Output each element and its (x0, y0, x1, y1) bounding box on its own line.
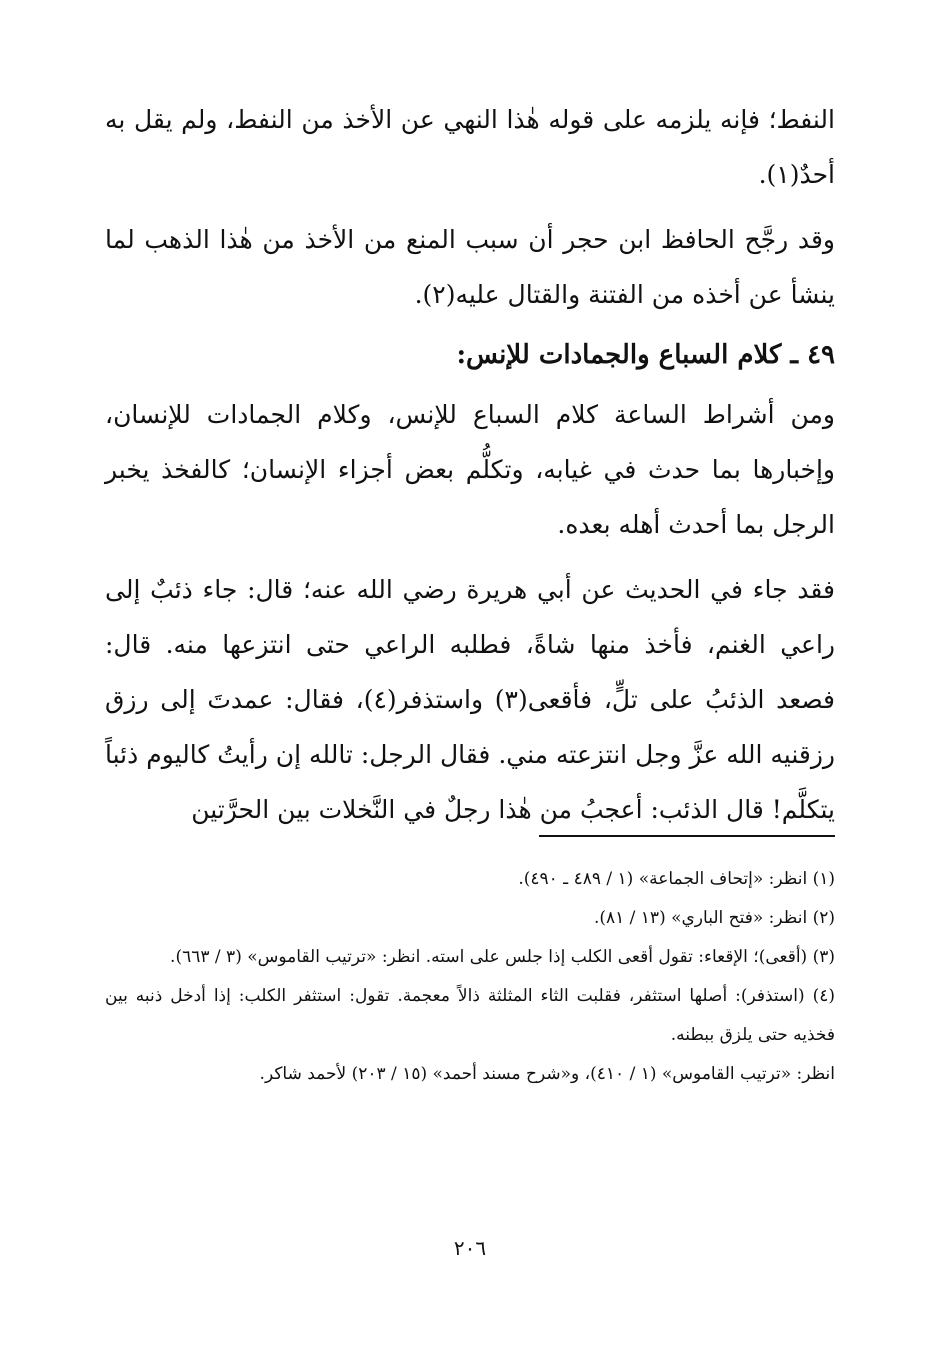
footnote-2: (٢) انظر: «فتح الباري» (١٣ / ٨١). (593, 908, 835, 928)
footnote-divider (539, 835, 835, 837)
paragraph-3: ومن أشراط الساعة كلام السباع للإنس، وكلام الجمادات للإنسان، وإخبارها بما حدث في غيابه، وتكلُّم بعض أجزاء الإنسان؛ كالفخذ يخبر الرجل بما أحدث أهله بعده. (105, 400, 835, 539)
paragraph-2: وقد رجَّح الحافظ ابن حجر أن سبب المنع من الأخذ من هٰذا الذهب لما ينشأ عن أخذه من الفتنة والقتال عليه(٢). (105, 225, 835, 309)
paragraph-4: فقد جاء في الحديث عن أبي هريرة رضي الله عنه؛ قال: جاء ذئبٌ إلى راعي الغنم، فأخذ منها شاةً، فطلبه الراعي حتى انتزعها منه. قال: فصعد الذئبُ على تلٍّ، فأقعى(٣) واستذفر(٤)، فقال: عمدتَ إلى رزق رزقنيه الله عزَّ وجل انتزعته مني. فقال الرجل: تالله إن رأيتُ كاليوم ذئباً يتكلَّم! قال الذئب: أعجبُ من هٰذا رجلٌ في النَّخلات بين الحرَّتين (105, 575, 835, 824)
page-number: ٢٠٦ (453, 1236, 487, 1260)
footnote-4: (٤) (استذفر): أصلها استثفر، فقلبت الثاء المثلثة ذالاً معجمة. تقول: استثفر الكلب: إذا أدخل ذنبه بين فخذيه حتى يلزق ببطنه. (105, 986, 835, 1045)
footnote-1: (١) انظر: «إتحاف الجماعة» (١ / ٤٨٩ ـ ٤٩٠). (518, 869, 835, 889)
paragraph-1: النفط؛ فإنه يلزمه على قوله هٰذا النهي عن الأخذ من النفط، ولم يقل به أحدٌ(١). (105, 105, 835, 189)
footnotes (105, 860, 835, 1094)
main-text (105, 92, 835, 837)
footnote-4-continued: انظر: «ترتيب القاموس» (١ / ٤١٠)، و«شرح مسند أحمد» (١٥ / ٢٠٣) لأحمد شاكر. (259, 1064, 835, 1084)
section-heading: ٤٩ ـ كلام السباع والجمادات للإنس: (456, 340, 835, 370)
footnote-3: (٣) (أقعى)؛ الإقعاء: تقول أقعى الكلب إذا جلس على استه. انظر: «ترتيب القاموس» (٣ / ٦٦٣). (170, 947, 835, 967)
